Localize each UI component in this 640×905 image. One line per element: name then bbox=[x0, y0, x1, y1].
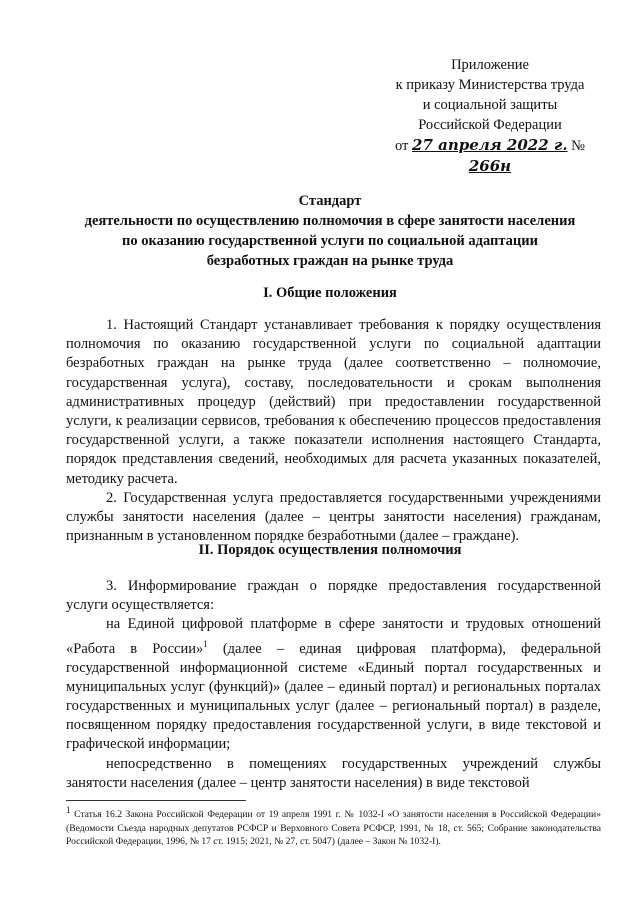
paragraph-2: 2. Государственная услуга предоставляется государственными учреждениями службы занятости населения (далее – центры занятости населения) гражданам, признанным в установленном порядке безработными (далее – граждане). bbox=[66, 489, 601, 545]
paragraph-4-text-a: на Единой цифровой платформе в сфере занятости и трудовых отношений «Работа в России» bbox=[66, 616, 601, 657]
paragraph-4-text-b: (далее – единая цифровая платформа), федеральной государственной информационной системе «Единый портал государственных и муниципальных услуг (функций)» (далее – единый портал) и региональных порталах государственных и муниципальных услуг (далее – региональный портал) в разделе, посвященном порядку предоставления государственной услуги, в виде текстовой и графической информации; bbox=[66, 640, 602, 753]
title-line: Стандарт bbox=[298, 193, 362, 209]
handwritten-number: 266н bbox=[468, 157, 512, 175]
footnote-text: Статья 16.2 Закона Российской Федерации от 19 апреля 1991 г. № 1032-I «О занятости населения в Российской Федерации» (Ведомости Съезда народных депутатов РСФСР и Верховного Совета РСФСР, 1991, № 18, ст. 565; Собрание законодательства Российской Федерации, 1996, № 17 ст. 1915; 2021, № 27, ст. 5047) (далее – Закон № 1032-I). bbox=[66, 809, 601, 848]
appendix-line: к приказу Министерства труда bbox=[395, 77, 585, 93]
section-heading-1: I. Общие положения bbox=[263, 285, 397, 301]
title-line: безработных граждан на рынке труда bbox=[206, 253, 454, 269]
footnote-ref[interactable]: 1 bbox=[203, 638, 208, 649]
section-2-body bbox=[66, 577, 601, 793]
number-label: № bbox=[571, 138, 586, 154]
section-heading-2: II. Порядок осуществления полномочия bbox=[198, 542, 462, 558]
from-label: от bbox=[394, 138, 409, 154]
appendix-line: Российской Федерации bbox=[418, 117, 562, 133]
footnote-mark: 1 bbox=[66, 805, 71, 815]
handwritten-date: 27 апреля 2022 г. bbox=[412, 136, 568, 154]
paragraph-5: непосредственно в помещениях государственных учреждений службы занятости населения (далее – центр занятости населения) в виде текстовой bbox=[66, 755, 601, 791]
appendix-line: и социальной защиты bbox=[422, 97, 558, 113]
paragraph-1: 1. Настоящий Стандарт устанавливает требования к порядку осуществления полномочия по оказанию государственной услуги по социальной адаптации безработных граждан на рынке труда (далее соответственно – полномочие, государственная услуга), составу, последовательности и срокам выполнения административных процедур (действий) при предоставлении государственной услуги, к реализации сервисов, требования к обеспечению процессов предоставления государственной услуги, а также показатели исполнения настоящего Стандарта, порядок представления сведений, необходимых для расчета указанных показателей, методику расчета. bbox=[66, 317, 601, 487]
title-line: по оказанию государственной услуги по социальной адаптации bbox=[121, 233, 538, 249]
order-date-line bbox=[380, 135, 600, 177]
footnote bbox=[66, 804, 601, 849]
document-title bbox=[70, 191, 590, 271]
appendix-line: Приложение bbox=[451, 57, 529, 73]
paragraph-3: 3. Информирование граждан о порядке предоставления государственной услуги осуществляется: bbox=[66, 578, 601, 614]
paragraph-4 bbox=[66, 615, 601, 754]
title-line: деятельности по осуществлению полномочия в сфере занятости населения bbox=[84, 213, 576, 229]
footnote-separator bbox=[66, 800, 246, 801]
appendix-header bbox=[380, 55, 600, 177]
section-1-body bbox=[66, 316, 601, 546]
